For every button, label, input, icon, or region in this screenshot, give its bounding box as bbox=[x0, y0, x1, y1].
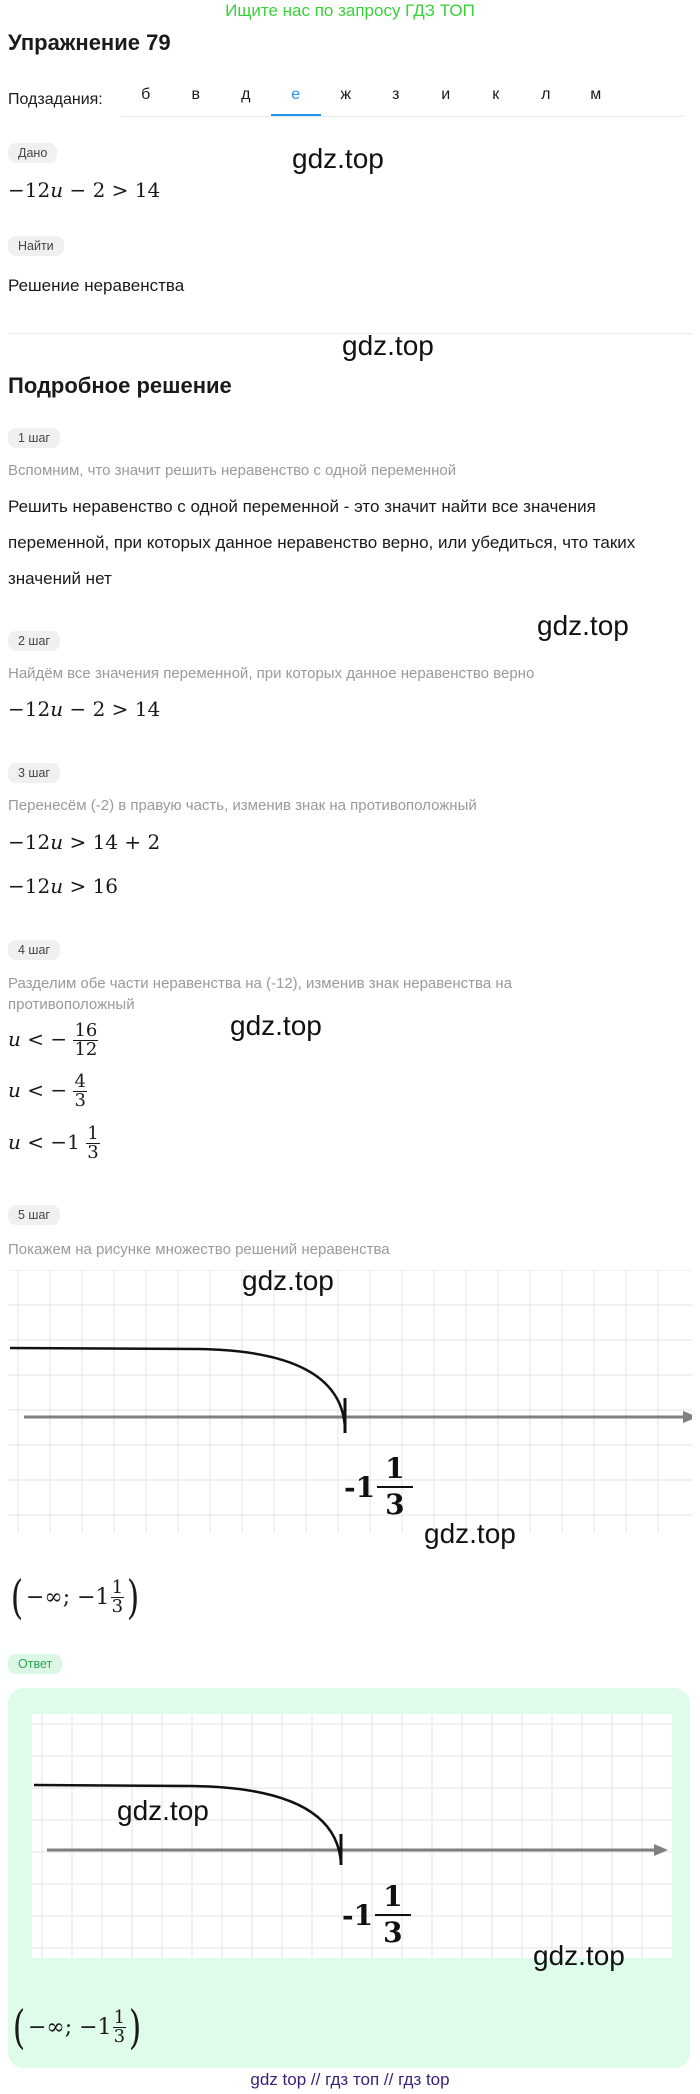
fraction-denominator: 3 bbox=[87, 1142, 99, 1163]
step3-line1-rest: > 14 + 2 bbox=[63, 830, 161, 854]
step3-line2-rest: > 16 bbox=[63, 874, 119, 898]
page-title: Упражнение 79 bbox=[8, 30, 171, 55]
fraction bbox=[73, 1073, 86, 1110]
watermark: gdz.top bbox=[533, 1940, 625, 1971]
step4-var: u bbox=[8, 1078, 21, 1102]
point-fraction bbox=[377, 1452, 412, 1522]
answer-interval bbox=[10, 2000, 144, 2054]
step4-rel: < − bbox=[20, 1027, 68, 1051]
step4-line2 bbox=[8, 1073, 87, 1110]
step3-line1-coef: −12 bbox=[8, 830, 51, 854]
fraction bbox=[73, 1022, 98, 1059]
subtask-list bbox=[121, 82, 683, 117]
interval-numerator: 1 bbox=[111, 1576, 124, 1598]
watermark: gdz.top bbox=[537, 610, 629, 641]
point-numerator: 1 bbox=[377, 1452, 412, 1488]
step3-hint: Перенесём (-2) в правую часть, изменив знак на противоположный bbox=[8, 797, 477, 814]
subtasks-nav bbox=[8, 82, 683, 117]
interval-denominator: 3 bbox=[111, 1595, 124, 1617]
subtask-tab[interactable]: к bbox=[492, 86, 500, 103]
step2-tag: 2 шаг bbox=[8, 631, 60, 651]
step5-tag: 5 шаг bbox=[8, 1205, 60, 1225]
axis-arrow bbox=[683, 1411, 692, 1423]
step2-hint: Найдём все значения переменной, при которых данное неравенство верно bbox=[8, 665, 535, 682]
step5-hint: Покажем на рисунке множество решений неравенства bbox=[8, 1241, 390, 1258]
point-label bbox=[342, 1880, 411, 1950]
fraction-denominator: 3 bbox=[74, 1090, 86, 1111]
step1-text: Решить неравенство с одной переменной - это значит найти все значения переменной, при которых данное неравенство верно, или убедиться, что таких значений нет bbox=[8, 497, 636, 588]
footer-links[interactable]: gdz top // гдз топ // гдз top bbox=[250, 2070, 450, 2089]
answer-tag: Ответ bbox=[8, 1654, 62, 1674]
given-rest: − 2 > 14 bbox=[63, 178, 161, 202]
watermark: gdz.top bbox=[117, 1795, 209, 1826]
watermark: gdz.top bbox=[242, 1265, 334, 1296]
top-banner: Ищите нас по запросу ГДЗ ТОП bbox=[225, 1, 475, 20]
interval-numerator: 1 bbox=[113, 2006, 126, 2028]
fraction-numerator: 4 bbox=[74, 1071, 86, 1092]
point-numerator: 1 bbox=[375, 1880, 410, 1916]
step3-line1 bbox=[8, 830, 160, 854]
close-paren: ) bbox=[126, 1570, 140, 1624]
interval-denominator: 3 bbox=[113, 2025, 126, 2047]
subtask-tab[interactable]: б bbox=[141, 86, 151, 103]
step4-line1 bbox=[8, 1022, 98, 1059]
interval-left: −∞; −1 bbox=[27, 2014, 112, 2040]
subtask-tab[interactable]: л bbox=[541, 86, 551, 103]
solution-title: Подробное решение bbox=[8, 373, 232, 398]
step4-var: u bbox=[8, 1027, 21, 1051]
point-whole: -1 bbox=[342, 1898, 374, 1932]
subtask-tab[interactable]: м bbox=[590, 86, 602, 103]
interval-result bbox=[8, 1570, 142, 1624]
point-fraction bbox=[375, 1880, 410, 1950]
step4-rel: < − bbox=[20, 1078, 68, 1102]
step4-rel2: < −1 bbox=[20, 1130, 80, 1154]
step1-hint: Вспомним, что значит решить неравенство с одной переменной bbox=[8, 462, 457, 479]
watermark: gdz.top bbox=[424, 1518, 516, 1549]
step3-line2-coef: −12 bbox=[8, 874, 51, 898]
find-text: Решение неравенства bbox=[8, 276, 185, 295]
subtask-tab[interactable]: в bbox=[191, 86, 200, 103]
step3-tag: 3 шаг bbox=[8, 763, 60, 783]
subtask-tab[interactable]: ж bbox=[340, 86, 352, 103]
answer-graph bbox=[32, 1714, 672, 1958]
subtask-tab-active[interactable]: е bbox=[271, 82, 321, 116]
find-tag: Найти bbox=[8, 236, 64, 256]
step2-rest: − 2 > 14 bbox=[63, 697, 161, 721]
number-line-graph bbox=[8, 1270, 692, 1532]
answer-box bbox=[8, 1688, 690, 2068]
close-paren: ) bbox=[128, 2000, 142, 2054]
step3-line1-var: u bbox=[50, 830, 64, 854]
step4-var: u bbox=[8, 1130, 21, 1154]
step3-line2-var: u bbox=[50, 874, 64, 898]
point-whole: -1 bbox=[344, 1470, 376, 1504]
interval-fraction bbox=[113, 2006, 126, 2047]
point-label bbox=[344, 1452, 413, 1522]
fraction-numerator: 1 bbox=[87, 1123, 99, 1144]
step1-tag: 1 шаг bbox=[8, 428, 60, 448]
interval-left: −∞; −1 bbox=[25, 1584, 110, 1610]
open-paren: ( bbox=[12, 2000, 26, 2054]
open-paren: ( bbox=[10, 1570, 24, 1624]
given-tag: Дано bbox=[8, 143, 57, 163]
step4-tag: 4 шаг bbox=[8, 940, 60, 960]
watermark: gdz.top bbox=[292, 143, 384, 174]
given-var: u bbox=[50, 178, 64, 202]
point-denominator: 3 bbox=[383, 1916, 403, 1949]
watermark: gdz.top bbox=[230, 1010, 322, 1041]
watermark: gdz.top bbox=[342, 330, 434, 361]
subtask-tab[interactable]: з bbox=[392, 86, 400, 103]
subtask-tab[interactable]: и bbox=[441, 86, 451, 103]
fraction-denominator: 12 bbox=[74, 1039, 98, 1060]
interval-fraction bbox=[111, 1576, 124, 1617]
step2-expression bbox=[8, 697, 160, 721]
step3-line2 bbox=[8, 874, 118, 898]
given-expression bbox=[8, 178, 160, 202]
subtask-tab[interactable]: д bbox=[241, 86, 251, 103]
fraction-numerator: 16 bbox=[74, 1020, 98, 1041]
step4-line3 bbox=[8, 1125, 100, 1162]
fraction bbox=[86, 1125, 99, 1162]
given-coef: −12 bbox=[8, 178, 51, 202]
step2-coef: −12 bbox=[8, 697, 51, 721]
step2-var: u bbox=[50, 697, 64, 721]
subtasks-label: Подзадания: bbox=[8, 90, 103, 108]
axis-arrow bbox=[654, 1844, 668, 1856]
step4-hint: Разделим обе части неравенства на (-12), изменив знак неравенства на противоположный bbox=[8, 975, 512, 1013]
point-denominator: 3 bbox=[385, 1488, 405, 1521]
